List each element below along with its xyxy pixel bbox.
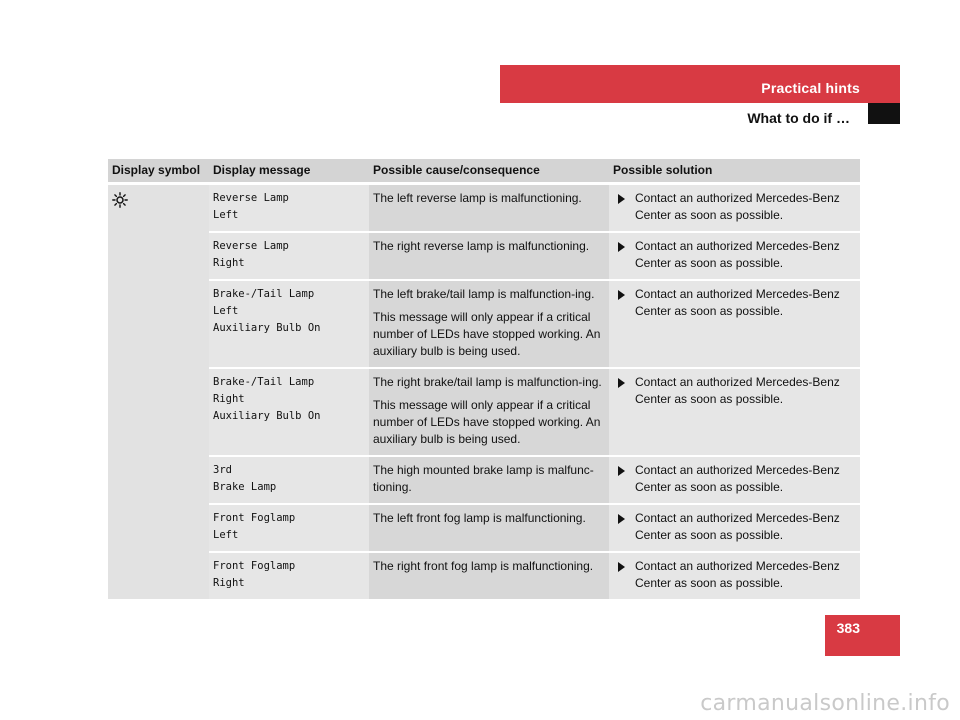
column-header: Display symbol [108, 159, 209, 184]
possible-cause-cell [369, 232, 609, 280]
bullet-arrow-icon [618, 514, 625, 524]
display-message-line: Reverse Lamp [213, 192, 289, 204]
display-message-line: Reverse Lamp [213, 240, 289, 252]
possible-solution-text: Contact an authorized Mercedes-Benz Center as soon as possible. [635, 287, 840, 318]
possible-cause-text: The right front fog lamp is malfunctioning. [373, 559, 594, 573]
possible-solution-cell [609, 368, 860, 456]
watermark: carmanualsonline.info [700, 691, 950, 716]
display-message-cell [209, 368, 369, 456]
bullet-arrow-icon [618, 562, 625, 572]
table-row [108, 280, 860, 368]
bullet-arrow-icon [618, 378, 625, 388]
column-header: Display message [209, 159, 369, 184]
possible-cause-text: This message will only appear if a critical number of LEDs have stopped working. An auxiliary bulb is being used. [373, 398, 601, 446]
table-row [108, 232, 860, 280]
display-message-line: Front Foglamp [213, 560, 296, 572]
table-row [108, 456, 860, 504]
bullet-arrow-icon [618, 466, 625, 476]
display-message-line: Front Foglamp [213, 512, 296, 524]
possible-solution-cell [609, 184, 860, 233]
table-row [108, 184, 860, 233]
display-message-line: 3rd [213, 464, 232, 476]
display-message-line: Auxiliary Bulb On [213, 410, 321, 422]
possible-solution-text: Contact an authorized Mercedes-Benz Center as soon as possible. [635, 511, 840, 542]
header-marker [868, 103, 900, 124]
display-message-line: Brake-/Tail Lamp [213, 288, 315, 300]
display-message-cell [209, 552, 369, 599]
display-message-line: Brake Lamp [213, 481, 277, 493]
display-message-line: Left [213, 305, 239, 317]
possible-solution-text: Contact an authorized Mercedes-Benz Center as soon as possible. [635, 463, 840, 494]
table-body [108, 184, 860, 600]
table-row [108, 504, 860, 552]
possible-cause-cell [369, 504, 609, 552]
section-title: Practical hints [761, 80, 860, 96]
possible-solution-text: Contact an authorized Mercedes-Benz Center as soon as possible. [635, 375, 840, 406]
possible-cause-text: The left reverse lamp is malfunctioning. [373, 191, 582, 205]
hints-table [108, 159, 860, 599]
possible-cause-cell [369, 184, 609, 233]
possible-cause-text: The right brake/tail lamp is malfunction-ing. [373, 375, 602, 389]
possible-cause-text: The left brake/tail lamp is malfunction-ing. [373, 287, 595, 301]
column-header: Possible cause/consequence [369, 159, 609, 184]
display-message-line: Left [213, 209, 239, 221]
display-message-cell [209, 504, 369, 552]
light-bulb-sun-icon [112, 192, 128, 213]
possible-solution-cell [609, 232, 860, 280]
display-message-line: Right [213, 577, 245, 589]
possible-cause-text: The high mounted brake lamp is malfunc-tioning. [373, 463, 594, 494]
possible-cause-text: This message will only appear if a critical number of LEDs have stopped working. An auxiliary bulb is being used. [373, 310, 601, 358]
table-row [108, 368, 860, 456]
column-header: Possible solution [609, 159, 860, 184]
bullet-arrow-icon [618, 194, 625, 204]
possible-solution-cell [609, 280, 860, 368]
possible-cause-cell [369, 368, 609, 456]
header-band [500, 65, 900, 103]
display-message-cell [209, 280, 369, 368]
bullet-arrow-icon [618, 290, 625, 300]
display-message-line: Right [213, 393, 245, 405]
display-message-line: Auxiliary Bulb On [213, 322, 321, 334]
possible-cause-cell [369, 280, 609, 368]
table-row [108, 552, 860, 599]
bullet-arrow-icon [618, 242, 625, 252]
possible-solution-text: Contact an authorized Mercedes-Benz Center as soon as possible. [635, 239, 840, 270]
possible-solution-text: Contact an authorized Mercedes-Benz Center as soon as possible. [635, 191, 840, 222]
possible-solution-cell [609, 504, 860, 552]
possible-cause-text: The right reverse lamp is malfunctioning. [373, 239, 590, 253]
table-header-row [108, 159, 860, 184]
possible-cause-text: The left front fog lamp is malfunctioning. [373, 511, 586, 525]
page-number: 383 [836, 620, 860, 636]
display-message-cell [209, 232, 369, 280]
display-message-line: Right [213, 257, 245, 269]
display-symbol-cell [108, 184, 209, 600]
possible-solution-cell [609, 456, 860, 504]
possible-cause-cell [369, 456, 609, 504]
display-message-line: Brake-/Tail Lamp [213, 376, 315, 388]
possible-cause-cell [369, 552, 609, 599]
possible-solution-cell [609, 552, 860, 599]
section-subtitle: What to do if … [747, 110, 850, 126]
display-message-line: Left [213, 529, 239, 541]
display-message-cell [209, 184, 369, 233]
possible-solution-text: Contact an authorized Mercedes-Benz Center as soon as possible. [635, 559, 840, 590]
page-number-box [825, 615, 900, 656]
display-message-cell [209, 456, 369, 504]
